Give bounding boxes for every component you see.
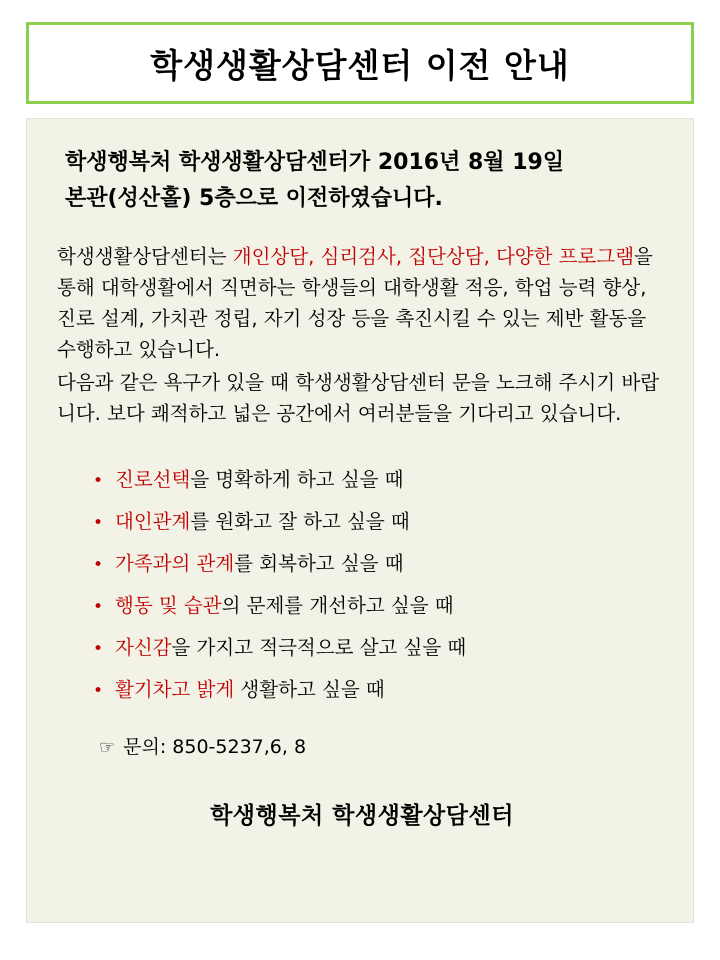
paragraph-one-prefix: 학생생활상담센터는	[57, 245, 233, 269]
list-item-rest: 을 명확하게 하고 싶을 때	[190, 468, 404, 492]
paragraph-one-highlight: 개인상담, 심리검사, 집단상담, 다양한 프로그램	[232, 245, 635, 269]
bullet-dot-icon: •	[93, 681, 104, 702]
list-item-rest: 생활하고 싶을 때	[234, 678, 385, 702]
list-item-text	[115, 464, 404, 492]
list-item-rest: 의 문제를 개선하고 싶을 때	[221, 594, 454, 618]
lead-line-1: 학생행복처 학생생활상담센터가 2016년 8월 19일	[65, 150, 565, 175]
list-item	[93, 464, 667, 492]
list-item	[93, 632, 667, 660]
needs-list	[57, 464, 667, 702]
bullet-dot-icon: •	[93, 597, 104, 618]
lead-line-2: 본관(성산홀) 5층으로 이전하였습니다.	[65, 185, 443, 211]
contact-line	[57, 732, 667, 759]
list-item-rest: 를 원화고 잘 하고 싶을 때	[190, 510, 410, 534]
list-item-highlight: 대인관계	[115, 510, 191, 534]
bullet-dot-icon: •	[93, 471, 104, 492]
notice-body	[26, 118, 694, 923]
list-item-rest: 을 가지고 적극적으로 살고 싶을 때	[171, 636, 467, 660]
lead-paragraph	[57, 145, 667, 216]
list-item-highlight: 진로선택	[115, 468, 191, 492]
page-title: 학생생활상담센터 이전 안내	[150, 45, 570, 85]
list-item	[93, 590, 667, 618]
signature: 학생행복처 학생생활상담센터	[210, 803, 514, 830]
paragraph-one	[57, 242, 667, 365]
list-item-text	[115, 674, 385, 702]
paragraph-one-rest: 을 통해 대학생활에서 직면하는 학생들의 대학생활 적응, 학업 능력 향상, 진로 설계, 가치관 정립, 자기 성장 등을 촉진시킬 수 있는 제반 활동을 수행하고 있습니다.	[57, 245, 653, 361]
list-item-highlight: 가족과의 관계	[115, 552, 235, 576]
list-item-text	[115, 506, 410, 534]
pointing-hand-icon: ☞	[99, 737, 116, 759]
title-banner	[26, 22, 694, 104]
list-item	[93, 506, 667, 534]
bullet-dot-icon: •	[93, 555, 104, 576]
list-item-text	[115, 632, 466, 660]
paragraph-two: 다음과 같은 욕구가 있을 때 학생생활상담센터 문을 노크해 주시기 바랍니다. 보다 쾌적하고 넓은 공간에서 여러분들을 기다리고 있습니다.	[57, 371, 660, 426]
list-item-text	[115, 548, 404, 576]
bullet-dot-icon: •	[93, 639, 104, 660]
list-item-highlight: 행동 및 습관	[115, 594, 222, 618]
list-item	[93, 674, 667, 702]
contact-text: 문의: 850-5237,6, 8	[123, 736, 307, 759]
description-paragraphs	[57, 242, 667, 430]
list-item	[93, 548, 667, 576]
list-item-text	[115, 590, 454, 618]
list-item-highlight: 자신감	[115, 636, 172, 660]
list-item-highlight: 활기차고 밝게	[115, 678, 235, 702]
list-item-rest: 를 회복하고 싶을 때	[234, 552, 404, 576]
bullet-dot-icon: •	[93, 513, 104, 534]
